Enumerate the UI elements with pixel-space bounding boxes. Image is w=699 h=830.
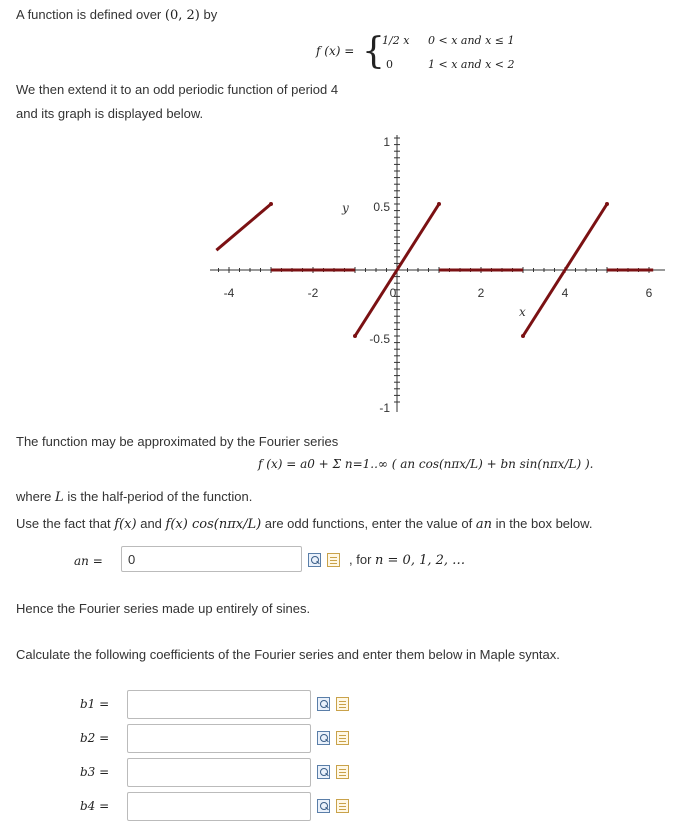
- curve-endpoint: [269, 202, 273, 206]
- curve-segment: [216, 204, 271, 250]
- y-tick-label-1: 1: [383, 135, 390, 149]
- b4-label: b4 =: [80, 799, 110, 813]
- intro-text-before: A function is defined over: [16, 7, 162, 22]
- preview-icon[interactable]: [317, 765, 330, 779]
- n-range: n = 0, 1, 2, …: [375, 553, 466, 568]
- use-fact-pre: Use the fact that: [16, 516, 111, 531]
- preview-icon[interactable]: [317, 731, 330, 745]
- where-var: L: [55, 490, 64, 505]
- curve-endpoint: [437, 202, 441, 206]
- y-tick-label-neg0.5: -0.5: [369, 332, 390, 346]
- intro-interval: (0, 2): [164, 8, 200, 23]
- use-fact-f2: f(x) cos(nπx/L): [165, 517, 262, 532]
- use-fact-post-b: in the box below.: [495, 516, 593, 531]
- b3-input[interactable]: [127, 758, 311, 787]
- use-fact-and: and: [140, 516, 162, 531]
- case1-value: 1/2 x: [382, 34, 410, 47]
- curve-endpoint: [521, 334, 525, 338]
- curve-endpoint: [605, 202, 609, 206]
- an-suffix: , for: [349, 552, 372, 567]
- case1-condition: 0 < x and x ≤ 1: [428, 34, 515, 47]
- x-tick-label-neg2: -2: [307, 286, 319, 300]
- use-fact-line: [16, 516, 592, 532]
- preview-icon[interactable]: [317, 799, 330, 813]
- use-fact-post-a: are odd functions, enter the value of: [264, 516, 473, 531]
- b2-input[interactable]: [127, 724, 311, 753]
- y-axis-label: y: [342, 201, 349, 215]
- where-rest: is the half-period of the function.: [67, 489, 253, 504]
- intro-line: [16, 7, 217, 23]
- help-doc-icon[interactable]: [336, 697, 349, 711]
- fourier-formula: f (x) = a0 + Σ n=1..∞ ( an cos(nπx/L) + bn sin(nπx/L) ).: [258, 457, 594, 471]
- an-input[interactable]: [121, 546, 302, 572]
- preview-icon[interactable]: [308, 553, 321, 567]
- b3-label: b3 =: [80, 765, 110, 779]
- b1-label: b1 =: [80, 697, 110, 711]
- y-tick-label-neg1: -1: [379, 401, 390, 415]
- x-tick-label-neg4: -4: [223, 286, 235, 300]
- hence-text: Hence the Fourier series made up entirely of sines.: [16, 601, 311, 616]
- an-suffix-line: [349, 552, 465, 568]
- x-tick-label-0: 0: [389, 286, 397, 300]
- y-tick-label-0.5: 0.5: [373, 200, 390, 214]
- definition-lhs: f (x) =: [316, 44, 355, 58]
- b2-label: b2 =: [80, 731, 110, 745]
- x-axis-label: x: [519, 305, 526, 319]
- help-doc-icon[interactable]: [336, 765, 349, 779]
- where-line: [16, 489, 252, 505]
- use-fact-f1: f(x): [114, 517, 137, 532]
- calc-text: Calculate the following coefficients of the Fourier series and enter them below in Maple syntax.: [16, 647, 560, 662]
- x-tick-label-2: 2: [477, 286, 485, 300]
- x-tick-label-4: 4: [561, 286, 569, 300]
- help-doc-icon[interactable]: [327, 553, 340, 567]
- extend-text-2: and its graph is displayed below.: [16, 106, 204, 121]
- preview-icon[interactable]: [317, 697, 330, 711]
- help-doc-icon[interactable]: [336, 731, 349, 745]
- x-tick-label-6: 6: [645, 286, 653, 300]
- brace-symbol: {: [362, 31, 385, 72]
- where-text: where: [16, 489, 52, 504]
- intro-text-after: by: [203, 7, 218, 22]
- use-fact-an: an: [475, 517, 492, 532]
- extend-text-1: We then extend it to an odd periodic function of period 4: [16, 82, 339, 97]
- case2-condition: 1 < x and x < 2: [428, 58, 515, 71]
- piecewise-definition: [316, 30, 556, 80]
- case2-value: 0: [386, 58, 393, 71]
- b1-input[interactable]: [127, 690, 311, 719]
- fourier-intro: The function may be approximated by the Fourier series: [16, 434, 339, 449]
- help-doc-icon[interactable]: [336, 799, 349, 813]
- curve-endpoint: [353, 334, 357, 338]
- b4-input[interactable]: [127, 792, 311, 821]
- function-graph: [210, 130, 670, 425]
- an-label: an =: [74, 554, 103, 568]
